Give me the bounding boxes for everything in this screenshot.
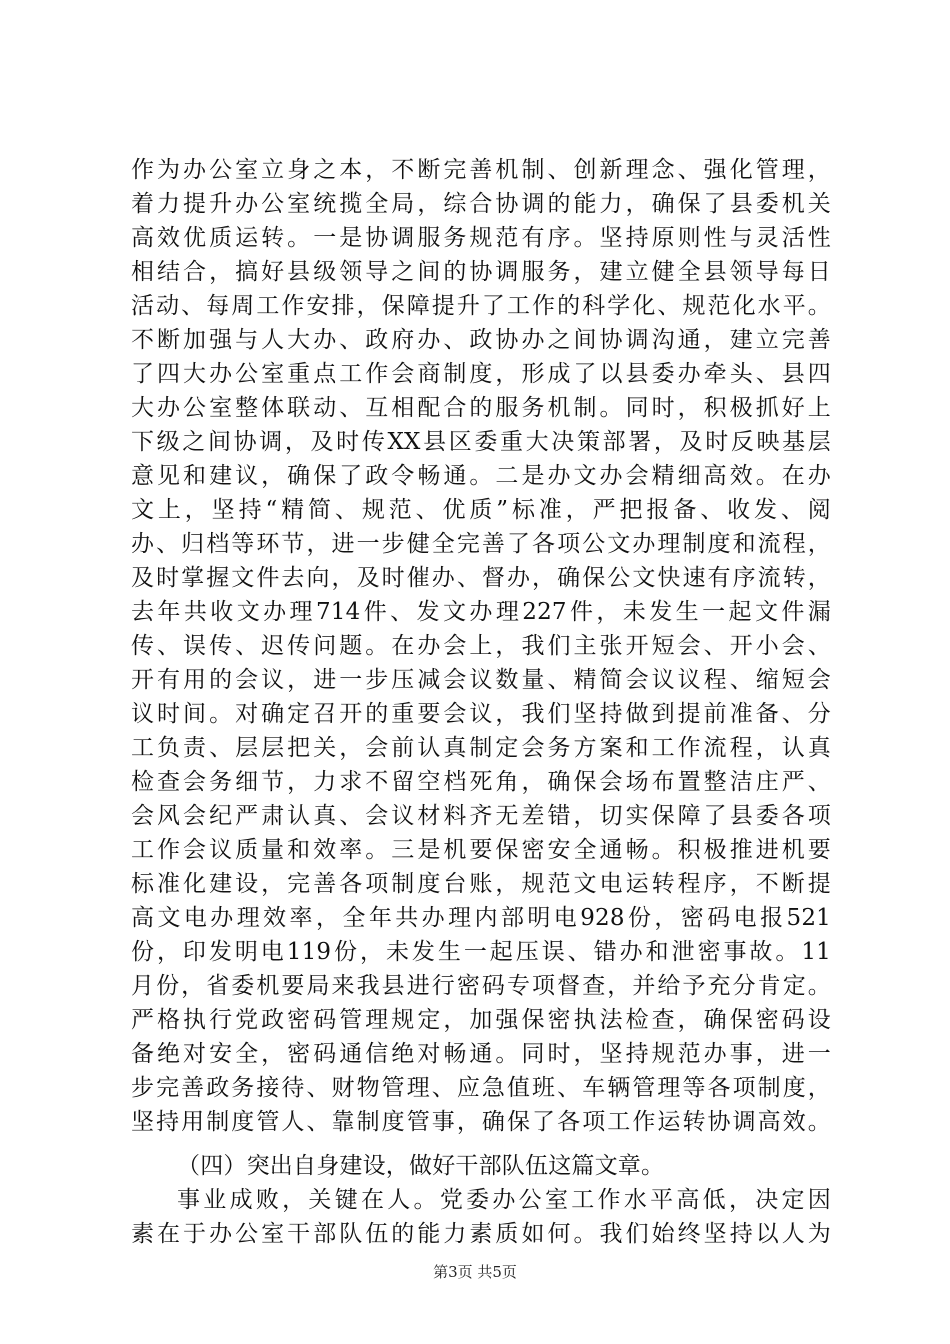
text-line: 不断加强与人大办、政府办、政协办之间协调沟通，建立完善 [131,327,831,353]
text-line: 着力提升办公室统揽全局，综合协调的能力，确保了县委机关 [131,191,831,217]
text-line: 相结合，搞好县级领导之间的协调服务，建立健全县领导每日 [131,259,831,285]
paragraph-1 [131,153,831,1139]
section-heading: （四）突出自身建设，做好干部队伍这篇文章。 [177,1153,665,1179]
text-line: 下级之间协调，及时传XX县区委重大决策部署，及时反映基层 [131,429,831,455]
text-line: 会风会纪严肃认真、会议材料齐无差错，切实保障了县委各项 [131,803,831,829]
text-line: 备绝对安全，密码通信绝对畅通。同时，坚持规范办事，进一 [131,1041,831,1067]
text-line: 办、归档等环节，进一步健全完善了各项公文办理制度和流程， [131,531,831,557]
text-line: 严格执行党政密码管理规定，加强保密执法检查，确保密码设 [131,1007,831,1033]
text-line: 份，印发明电119份，未发生一起压误、错办和泄密事故。11 [131,939,831,965]
text-line: 去年共收文办理714件、发文办理227件，未发生一起文件漏 [131,599,831,625]
paragraph-gap [131,1139,831,1149]
text-line: 开有用的会议，进一步压减会议数量、精简会议议程、缩短会 [131,667,831,693]
text-line: 意见和建议，确保了政令畅通。二是办文办会精细高效。在办 [131,463,831,489]
text-line: 传、误传、迟传问题。在办会上，我们主张开短会、开小会、 [131,633,831,659]
text-line: 大办公室整体联动、互相配合的服务机制。同时，积极抓好上 [131,395,831,421]
text-line: 工负责、层层把关，会前认真制定会务方案和工作流程，认真 [131,735,831,761]
page-number-footer: 第3页 共5页 [433,1263,517,1281]
text-line: 月份，省委机要局来我县进行密码专项督查，并给予充分肯定。 [131,973,831,999]
text-line: 作为办公室立身之本，不断完善机制、创新理念、强化管理， [131,157,831,183]
text-line: 活动、每周工作安排，保障提升了工作的科学化、规范化水平。 [131,293,831,319]
text-line: 坚持用制度管人、靠制度管事，确保了各项工作运转协调高效。 [131,1109,831,1135]
text-line: 标准化建设，完善各项制度台账，规范文电运转程序，不断提 [131,871,831,897]
text-line: 了四大办公室重点工作会商制度，形成了以县委办牵头、县四 [131,361,831,387]
text-line: 检查会务细节，力求不留空档死角，确保会场布置整洁庄严、 [131,769,831,795]
document-body [131,153,831,1251]
text-line: 事业成败，关键在人。党委办公室工作水平高低，决定因 [177,1187,831,1213]
text-line: 高效优质运转。一是协调服务规范有序。坚持原则性与灵活性 [131,225,831,251]
text-line: 文上，坚持“精简、规范、优质”标准，严把报备、收发、阅 [131,497,831,523]
text-line: 素在于办公室干部队伍的能力素质如何。我们始终坚持以人为 [131,1221,831,1247]
paragraph-2 [131,1183,831,1251]
text-line: 议时间。对确定召开的重要会议，我们坚持做到提前准备、分 [131,701,831,727]
text-line: 工作会议质量和效率。三是机要保密安全通畅。积极推进机要 [131,837,831,863]
text-line: 及时掌握文件去向，及时催办、督办，确保公文快速有序流转， [131,565,831,591]
text-line: 高文电办理效率，全年共办理内部明电928份，密码电报521 [131,905,831,931]
text-line: 步完善政务接待、财物管理、应急值班、车辆管理等各项制度， [131,1075,831,1101]
